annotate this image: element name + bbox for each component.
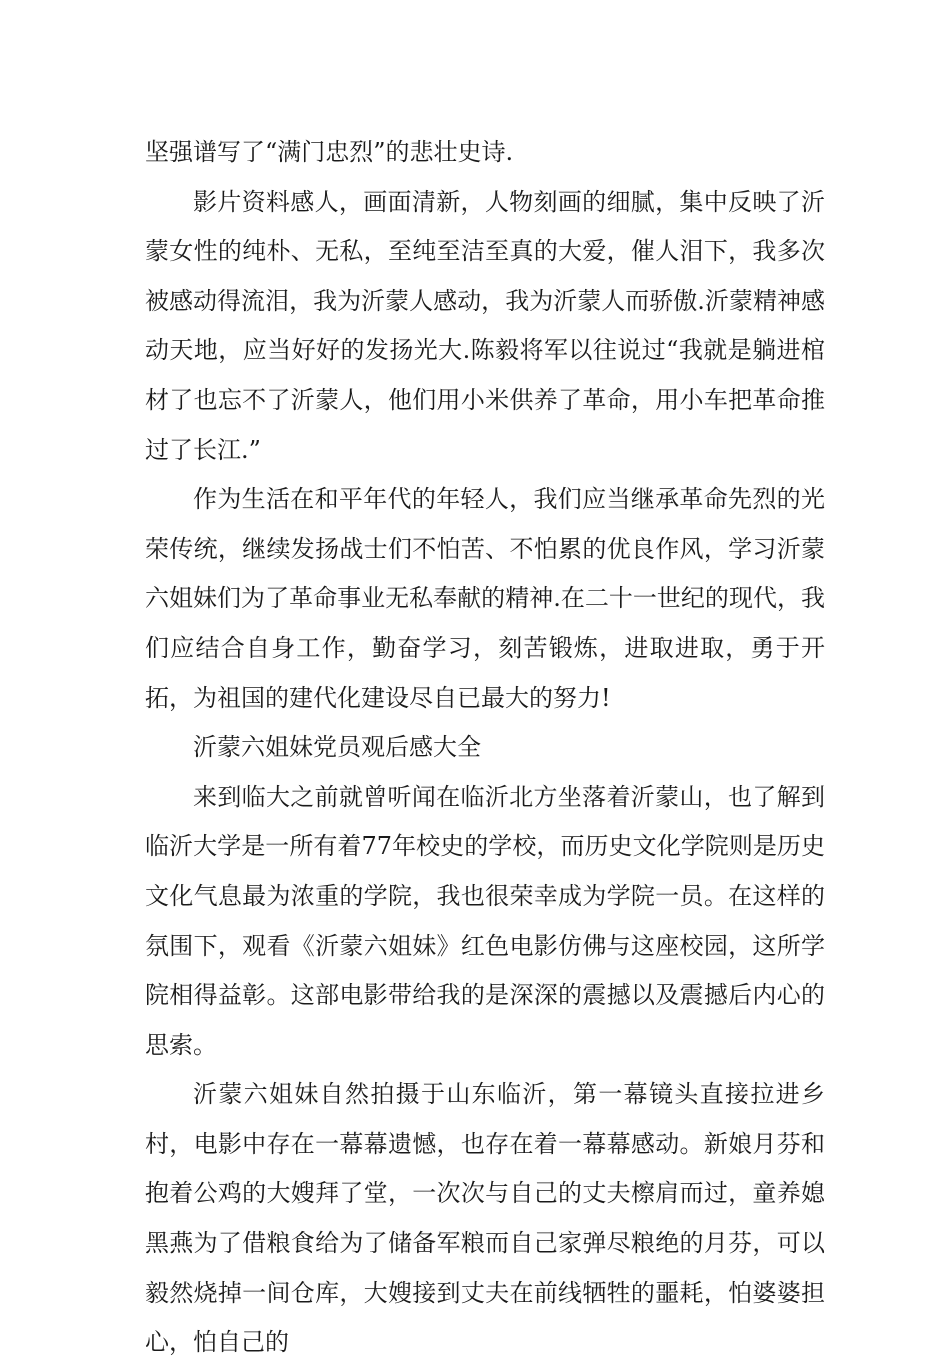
section-heading: 沂蒙六姐妹党员观后感大全 [193,733,481,762]
document-body [145,128,825,1368]
paragraph-1: 坚强谱写了“满门忠烈”的悲壮史诗. [145,138,514,166]
paragraph-4: 来到临大之前就曾听闻在临沂北方坐落着沂蒙山，也了解到临沂大学是一所有着77年校史的学校，而历史文化学院则是历史文化气息最为浓重的学院，我也很荣幸成为学院一员。在这样的氛围下，观看《沂蒙六姐妹》红色电影仿佛与这座校园，这所学院相得益彰。这部电影带给我的是深深的震撼以及震撼后内心的思索。 [145,782,825,1059]
paragraph-5: 沂蒙六姐妹自然拍摄于山东临沂，第一幕镜头直接拉进乡村，电影中存在一幕幕遗憾，也存在着一幕幕感动。新娘月芬和抱着公鸡的大嫂拜了堂，一次次与自己的丈夫檫肩而过，童养媳黑燕为了借粮食给为了储备军粮而自己家弹尽粮绝的月芬，可以毅然烧掉一间仓库，大嫂接到丈夫在前线牺牲的噩耗，怕婆婆担心，怕自己的 [145,1080,825,1357]
paragraph-3: 作为生活在和平年代的年轻人，我们应当继承革命先烈的光荣传统，继续发扬战士们不怕苦、不怕累的优良作风，学习沂蒙六姐妹们为了革命事业无私奉献的精神.在二十一世纪的现代，我们应结合自身工作，勤奋学习，刻苦锻炼，进取进取，勇于开拓，为祖国的建代化建设尽自已最大的努力! [145,485,825,712]
paragraph-2: 影片资料感人，画面清新，人物刻画的细腻，集中反映了沂蒙女性的纯朴、无私，至纯至洁至真的大爱，催人泪下，我多次被感动得流泪，我为沂蒙人感动，我为沂蒙人而骄傲.沂蒙精神感动天地，应当好好的发扬光大.陈毅将军以往说过“我就是躺进棺材了也忘不了沂蒙人，他们用小米供养了革命，用小车把革命推过了长江.” [145,187,825,464]
